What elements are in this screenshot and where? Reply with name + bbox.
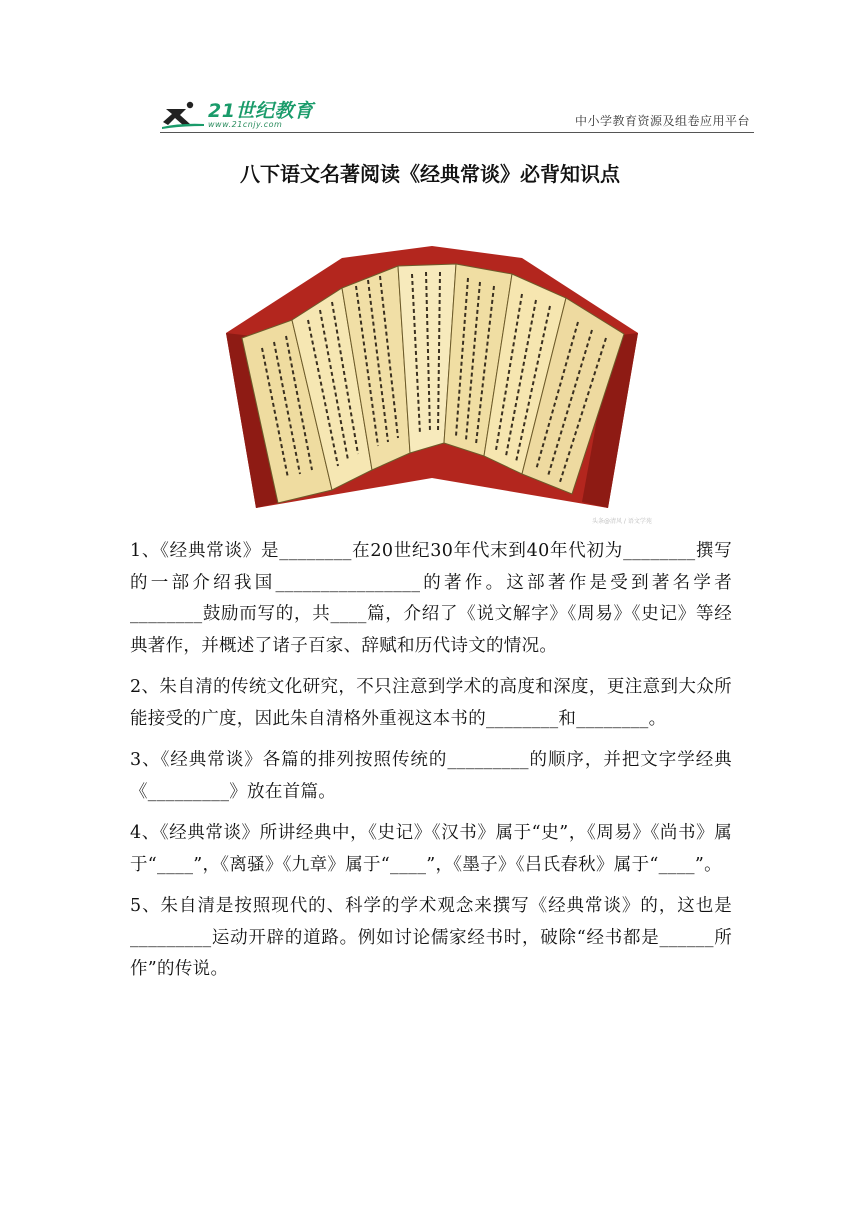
bamboo-book-image [222, 238, 642, 528]
question-4: 4、《经典常谈》所讲经典中，《史记》《汉书》属于“史”，《周易》《尚书》属于“____”，《离骚》《九章》属于“____”，《墨子》《吕氏春秋》属于“____”。 [130, 823, 732, 875]
page-title: 八下语文名著阅读《经典常谈》必背知识点 [240, 162, 620, 186]
question-5: 5、朱自清是按照现代的、科学的学术观念来撰写《经典常谈》的，这也是_________运动开辟的道路。例如讨论儒家经书时，破除“经书都是______所作”的传说。 [130, 896, 732, 979]
logo-url: www.21cnjy.com [208, 119, 283, 129]
page-header [160, 98, 754, 133]
platform-label: 中小学教育资源及组卷应用平台 [574, 114, 750, 128]
image-caption: 头条@清风 / 语文学苑 [592, 518, 652, 525]
logo [160, 100, 313, 130]
logo-text: 21世纪教育 [208, 99, 314, 122]
question-2: 2、朱自清的传统文化研究，不只注意到学术的高度和深度，更注意到大众所能接受的广度，因此朱自清格外重视这本书的________和________。 [130, 677, 732, 729]
question-1: 1、《经典常谈》是________在20世纪30年代末到40年代初为________撰写的一部介绍我国________________的著作。这部著作是受到著名学者________鼓励而写的，共____篇，介绍了《说文解字》《周易》《史记》等经典著作，并概述了诸子百家、辞赋和历代诗文的情况。 [130, 541, 732, 656]
question-list [130, 536, 732, 996]
runner-logo-icon [160, 100, 206, 130]
question-3: 3、《经典常谈》各篇的排列按照传统的_________的顺序，并把文字学经典《_________》放在首篇。 [130, 750, 732, 802]
